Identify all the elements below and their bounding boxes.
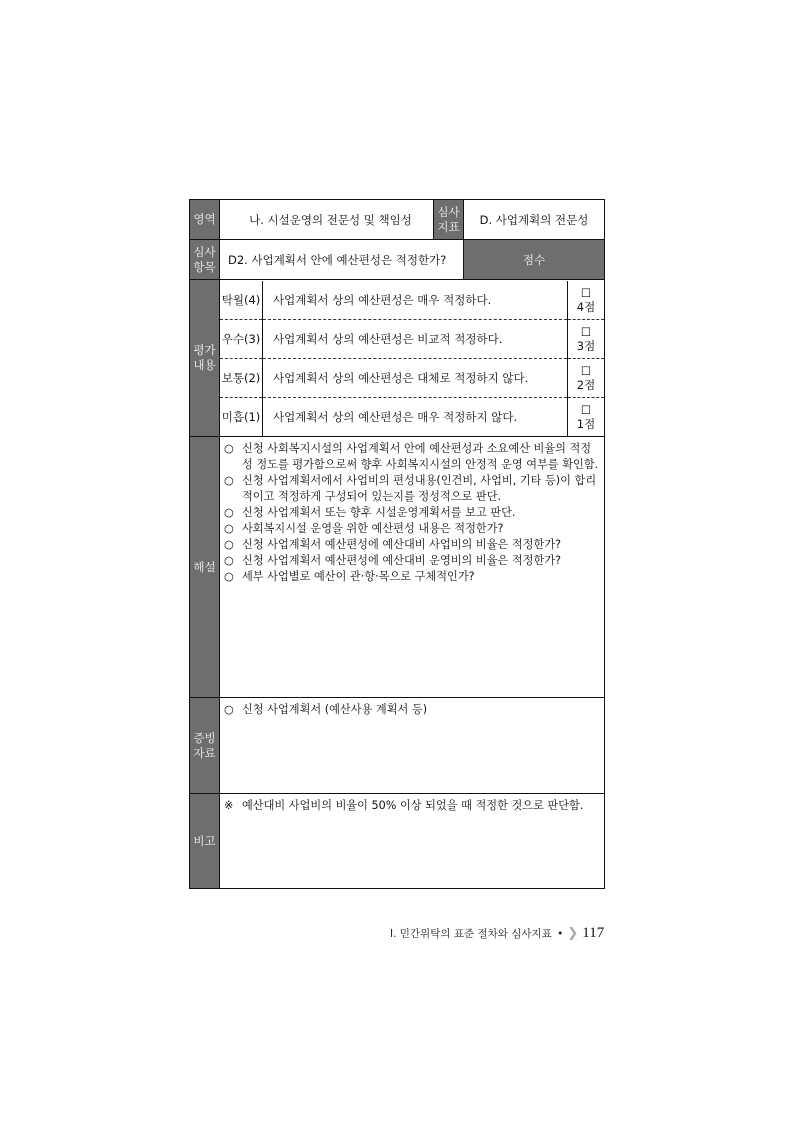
list-item: ○ 신청 사회복지시설의 사업계획서 안에 예산편성과 소요예산 비율의 적정성 정도를 평가함으로써 향후 사회복지시설의 안정적 운영 여부를 확인함. — [224, 442, 599, 471]
evidence-label: 증빙 자료 — [190, 698, 220, 794]
checkbox-icon[interactable]: ☐ — [580, 325, 592, 339]
remarks-text — [220, 794, 604, 814]
evaluation-row — [220, 281, 604, 320]
footer-dot: • — [557, 928, 564, 940]
area-value: 나. 시설운영의 전문성 및 책임성 — [220, 200, 434, 240]
score-points: 4점 — [576, 299, 596, 314]
list-item: ○ 신청 사업계획서 예산편성에 예산대비 운영비의 비율은 적정한가? — [224, 554, 562, 567]
checkbox-icon[interactable]: ☐ — [580, 285, 592, 300]
score-option[interactable] — [568, 281, 605, 320]
evaluation-cell — [220, 280, 605, 437]
explanation-label: 해설 — [190, 437, 220, 698]
grade-label: 우수(3) — [220, 320, 263, 359]
grade-label: 미흡(1) — [220, 398, 263, 436]
circle-bullet-icon: ○ — [224, 554, 234, 567]
page-number: 117 — [582, 925, 605, 941]
circle-bullet-icon: ○ — [224, 570, 234, 583]
evaluation-label: 평가 내용 — [190, 280, 220, 437]
circle-bullet-icon: ○ — [224, 703, 234, 716]
grade-description: 사업계획서 상의 예산편성은 매우 적정하다. — [263, 281, 568, 320]
list-item: ○ 신청 사업계획서 (예산사용 계획서 등) — [224, 703, 428, 716]
list-item: ※ 예산대비 사업비의 비율이 50% 이상 되었을 때 적정한 것으로 판단함. — [224, 799, 584, 812]
explanation-cell — [220, 437, 605, 698]
evaluation-row — [220, 320, 604, 359]
evaluation-form — [189, 199, 605, 889]
evaluation-row — [220, 398, 604, 436]
indicator-label: 심사 지표 — [434, 200, 464, 240]
score-points: 1점 — [576, 416, 596, 431]
list-item: ○ 신청 사업계획서 또는 향후 시설운영계획서를 보고 판단. — [224, 506, 516, 519]
remarks-label: 비고 — [190, 794, 220, 889]
evidence-cell — [220, 698, 605, 794]
score-option[interactable] — [568, 320, 605, 359]
checkbox-icon[interactable]: ☐ — [580, 364, 592, 378]
page-footer — [390, 925, 606, 942]
item-label: 심사 항목 — [190, 240, 220, 280]
circle-bullet-icon: ○ — [224, 538, 234, 551]
score-header: 점수 — [464, 240, 605, 280]
checkbox-icon[interactable]: ☐ — [580, 402, 592, 417]
chevron-right-icon: ❯ — [567, 926, 579, 941]
list-item: ○ 세부 사업별로 예산이 관·항·목으로 구체적인가? — [224, 570, 475, 583]
evaluation-row — [220, 359, 604, 398]
circle-bullet-icon: ○ — [224, 522, 234, 535]
score-points: 2점 — [576, 378, 596, 392]
indicator-value: D. 사업계획의 전문성 — [464, 200, 605, 240]
footer-section-title: Ⅰ. 민간위탁의 표준 절차와 심사지표 — [390, 928, 552, 940]
item-question: D2. 사업계획서 안에 예산편성은 적정한가? — [220, 240, 464, 280]
score-points: 3점 — [576, 339, 596, 353]
reference-mark-icon: ※ — [224, 799, 234, 812]
circle-bullet-icon: ○ — [224, 506, 234, 519]
explanation-list — [220, 437, 604, 585]
grade-description: 사업계획서 상의 예산편성은 대체로 적정하지 않다. — [263, 359, 568, 398]
list-item: ○ 신청 사업계획서에서 사업비의 편성내용(인건비, 사업비, 기타 등)이 합리적이고 적정하게 구성되어 있는지를 정성적으로 판단. — [224, 474, 597, 503]
evaluation-table — [220, 281, 604, 436]
grade-description: 사업계획서 상의 예산편성은 매우 적정하지 않다. — [263, 398, 568, 436]
remarks-cell — [220, 794, 605, 889]
area-label: 영역 — [190, 200, 220, 240]
list-item: ○ 신청 사업계획서 예산편성에 예산대비 사업비의 비율은 적정한가? — [224, 538, 562, 551]
score-option[interactable] — [568, 359, 605, 398]
list-item: ○ 사회복지시설 운영을 위한 예산편성 내용은 적정한가? — [224, 522, 504, 535]
score-option[interactable] — [568, 398, 605, 436]
circle-bullet-icon: ○ — [224, 474, 234, 487]
circle-bullet-icon: ○ — [224, 442, 234, 455]
grade-label: 탁월(4) — [221, 292, 261, 307]
grade-label: 보통(2) — [220, 359, 263, 398]
evidence-list — [220, 698, 604, 718]
grade-description: 사업계획서 상의 예산편성은 비교적 적정하다. — [263, 320, 568, 359]
